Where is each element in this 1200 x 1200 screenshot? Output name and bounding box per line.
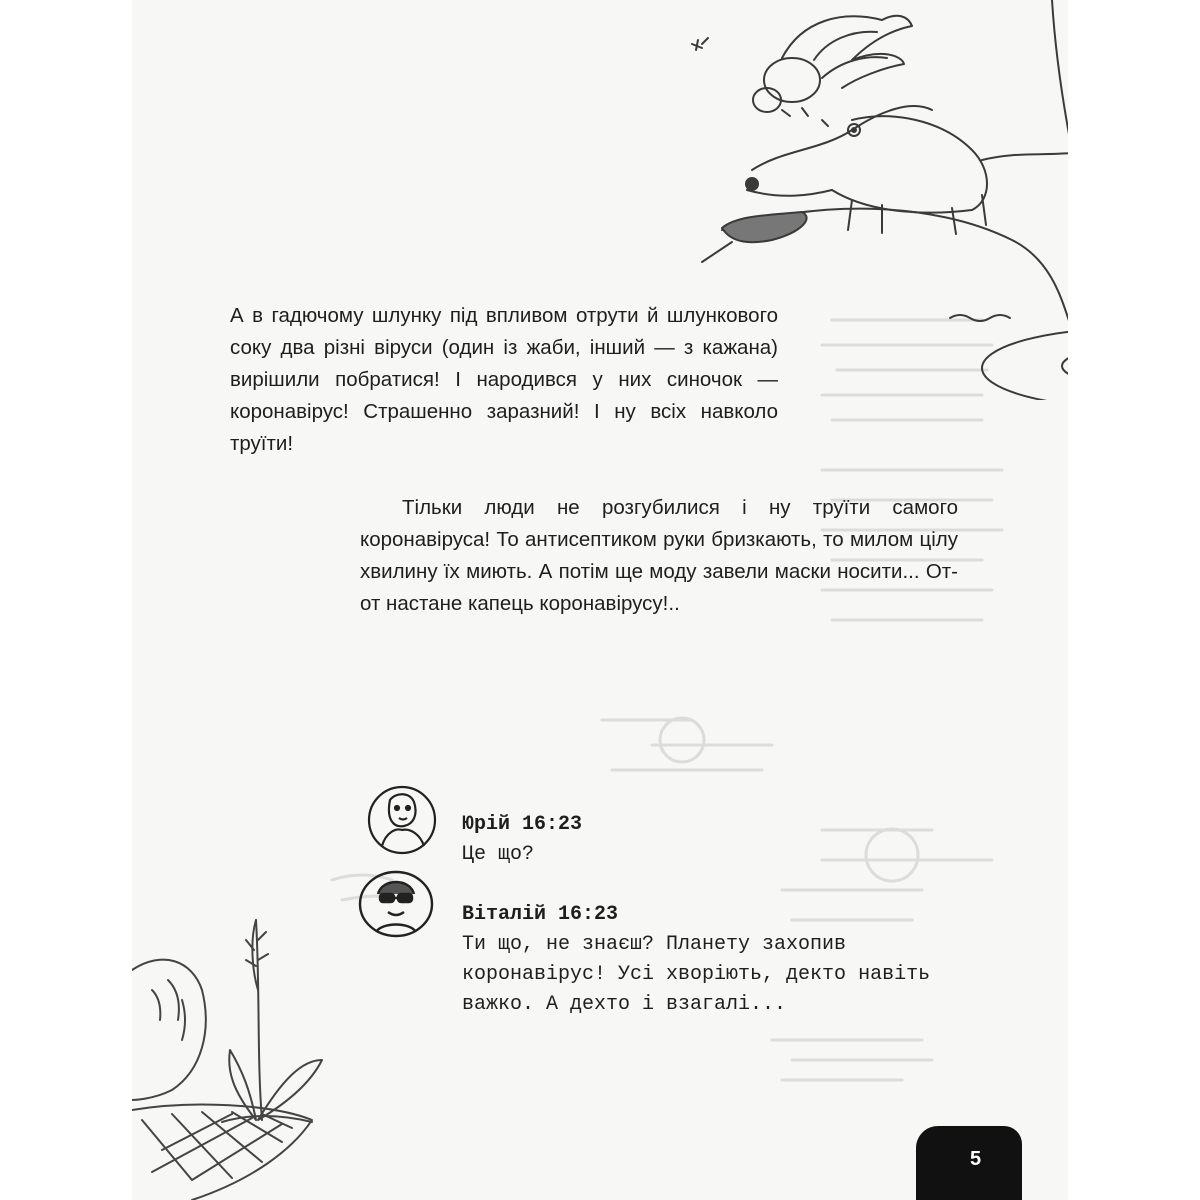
message-text-yurii: Це що? (462, 843, 535, 866)
message-header-yurii (462, 810, 582, 840)
message-time: 16:23 (558, 903, 619, 926)
story-paragraph-1: А в гадючому шлунку під впливом отрути й шлункового соку два різні віруси (один із жаби, інший — з кажана) вирішили побратися! І народився у них синочок — коронавірус! Страшенно заразний! І ну всіх навколо труїти! (230, 304, 778, 455)
message-author: Юрій (462, 813, 511, 836)
plant-and-ball-illustration (132, 910, 392, 1200)
page-number: 5 (970, 1148, 982, 1170)
avatar-yurii (366, 784, 438, 856)
page-number-tab (916, 1126, 1022, 1200)
message-author: Віталій (462, 903, 547, 926)
book-page (132, 0, 1068, 1200)
message-time: 16:23 (522, 813, 583, 836)
message-header-vitalii (462, 900, 618, 930)
story-paragraph-2: Тільки люди не розгубилися і ну труїти самого коронавіруса! То антисептиком руки бризкають, то милом цілу хвилину їх миють. А потім ще моду завели маски носити... От-от настане капець коронавірусу!.. (360, 496, 958, 615)
message-text-vitalii: Ти що, не знаєш? Планету захопив коронавірус! Усі хворіють, декто навіть важко. А дехто і взагалі... (462, 933, 931, 1016)
